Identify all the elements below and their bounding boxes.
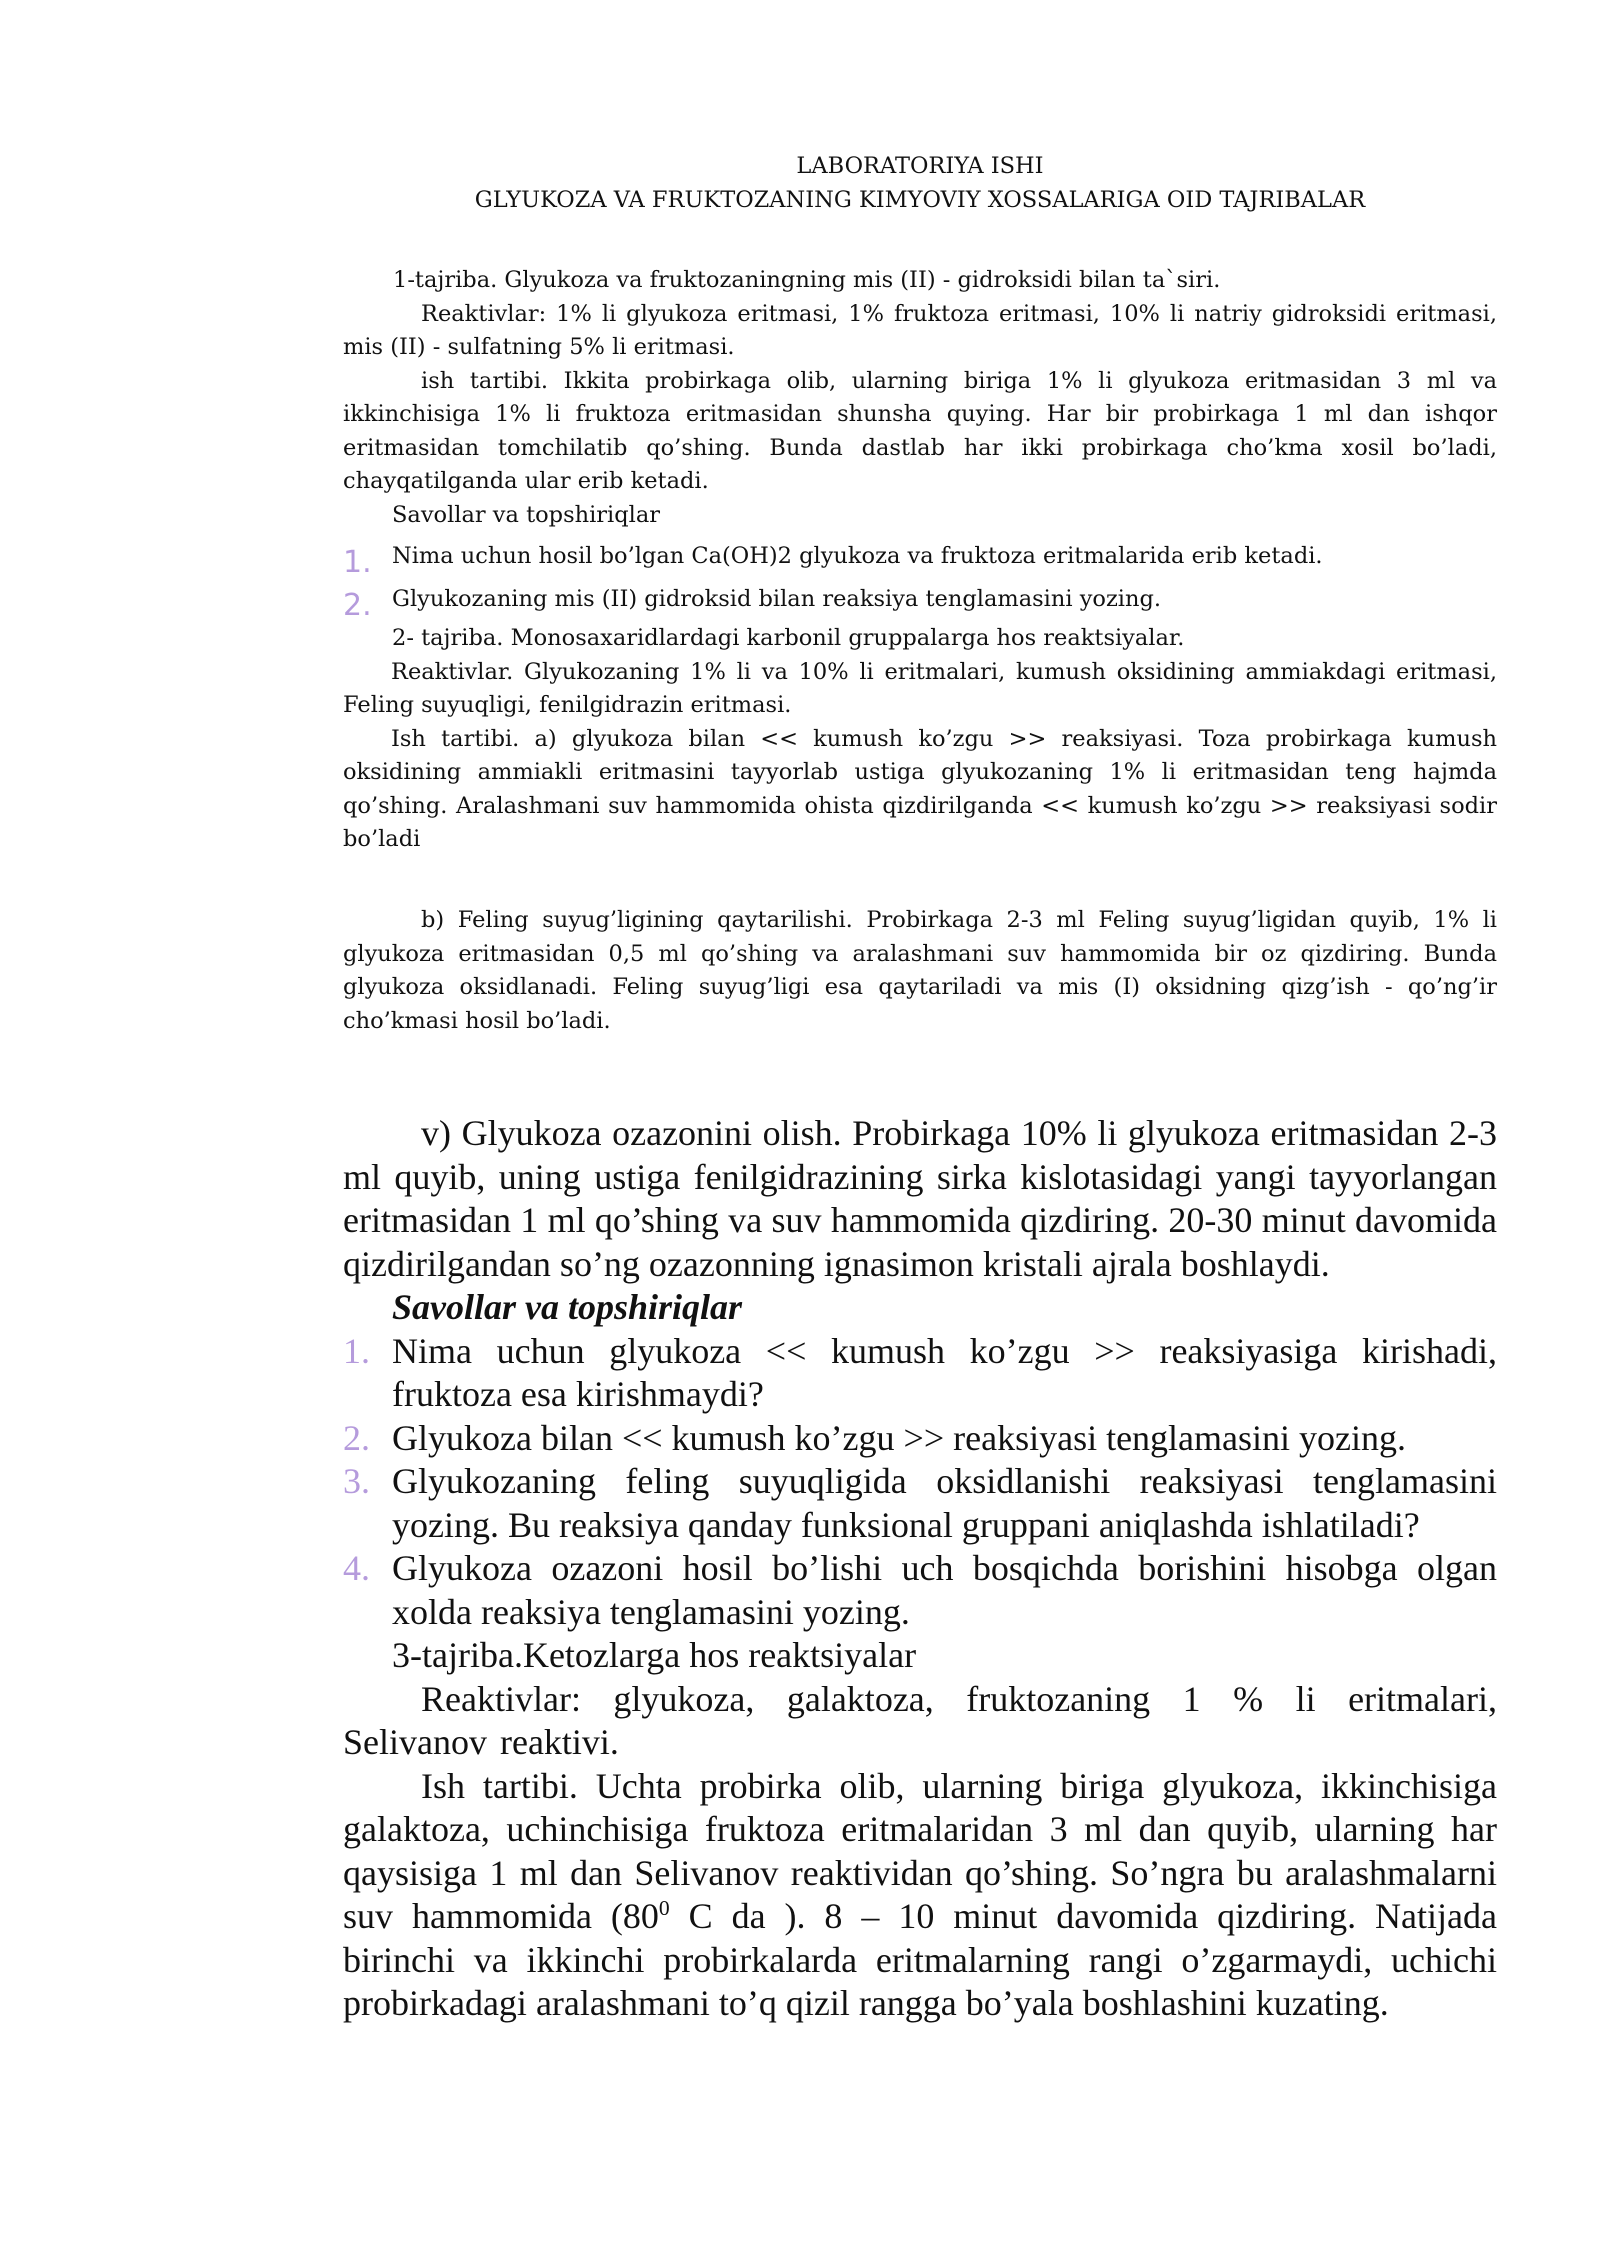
exp3-procedure — [343, 1765, 1497, 2026]
exp1-questions-heading: Savollar va topshiriqlar — [392, 501, 661, 528]
exp3-heading: 3-tajriba.Ketozlarga hos reaktsiyalar — [392, 1635, 917, 1675]
list-number: 1. — [343, 545, 372, 580]
question-text: Nima uchun hosil bo’lgan Ca(OH)2 glyukoza va fruktoza eritmalarida erib ketadi. — [392, 543, 1323, 569]
exp3-procedure-part1: Ish tartibi. Uchta probirka olib, ularning biriga glyukoza, ikkinchisiga galaktoza, uchinchisiga fruktoza eritmalaridan 3 ml dan quyib, ularning har qaysisiga 1 ml dan Selivanov reaktividan qo’shing. So’ngra bu aralashmalarni suv hammomida (80 — [343, 1765, 1497, 1936]
list-number: 4. — [343, 1548, 370, 1588]
list-item — [343, 1330, 1497, 1417]
exp2-heading: 2- tajriba. Monosaxaridlardagi karbonil gruppalarga hos reaktsiyalar. — [392, 625, 1185, 651]
list-item — [343, 1417, 1497, 1461]
list-item — [343, 540, 1497, 580]
experiment-1-section — [343, 264, 1497, 625]
question-text: Glyukoza ozazoni hosil bo’lishi uch bosqichda borishini hisobga olgan xolda reaksiya tenglamasini yozing. — [392, 1548, 1497, 1632]
question-text: Glyukozaning feling suyuqligida oksidlanishi reaksiyasi tenglamasini yozing. Bu reaksiya qanday funksional gruppani aniqlashda ishlatiladi? — [392, 1461, 1497, 1545]
list-number: 3. — [343, 1461, 370, 1501]
list-number: 2. — [343, 1417, 370, 1458]
experiment-2-part-v — [343, 1112, 1497, 2026]
title-line-1: LABORATORIYA ISHI — [796, 153, 1044, 179]
exp1-heading: 1-tajriba. Glyukoza va fruktozaningning mis (II) - gidroksidi bilan ta`siri. — [393, 267, 1221, 293]
exp2-questions-heading: Savollar va topshiriqlar — [392, 1287, 743, 1327]
experiment-2-section — [343, 622, 1497, 857]
question-text: Glyukozaning mis (II) gidroksid bilan reaksiya tenglamasini yozing. — [392, 585, 1162, 612]
list-item — [343, 1460, 1497, 1547]
exp2-questions-list — [343, 1330, 1497, 1635]
list-number: 2. — [343, 587, 372, 623]
exp2-reagents: Reaktivlar. Glyukozaning 1% li va 10% li eritmalari, kumush oksidining ammiakdagi eritmasi, Feling suyuqligi, fenilgidrazin eritmasi. — [343, 658, 1497, 718]
exp1-procedure: ish tartibi. Ikkita probirkaga olib, ularning biriga 1% li glyukoza eritmasidan 3 ml va ikkinchisiga 1% li fruktoza eritmasidan shunsha quying. Har bir probirkaga 1 ml dan ishqor eritmasidan tomchilatib qo’shing. Bunda dastlab har ikki probirkaga cho’kma xosil bo’ladi, chayqatilganda ular erib ketadi. — [343, 367, 1497, 494]
list-item — [343, 1547, 1497, 1634]
exp3-reagents: Reaktivlar: glyukoza, galaktoza, fruktozaning 1 % li eritmalari, Selivanov reaktivi. — [343, 1678, 1497, 1762]
title-line-2: GLYUKOZA VA FRUKTOZANING KIMYOVIY XOSSALARIGA OID TAJRIBALAR — [474, 186, 1366, 213]
exp2-procedure-v: v) Glyukoza ozazonini olish. Probirkaga 10% li glyukoza eritmasidan 2-3 ml quyib, uning ustiga fenilgidrazining sirka kislotasidagi yangi tayyorlangan eritmasidan 1 ml qo’shing va suv hammomida qizdiring. 20-30 minut davomida qizdirilgandan so’ng ozazonning ignasimon kristali ajrala boshlaydi. — [343, 1113, 1497, 1284]
list-number: 1. — [343, 1330, 370, 1371]
list-item — [343, 583, 1497, 623]
question-text: Glyukoza bilan << kumush ko’zgu >> reaksiyasi tenglamasini yozing. — [392, 1417, 1407, 1458]
exp2-procedure-a: Ish tartibi. a) glyukoza bilan << kumush ko’zgu >> reaksiyasi. Toza probirkaga kumush oksidining ammiakli eritmasini tayyorlab ustiga glyukozaning 1% li eritmasidan teng hajmda qo’shing. Aralashmani suv hammomida ohista qizdirilganda << kumush ko’zgu >> reaksiyasi sodir bo’ladi — [343, 725, 1497, 852]
document-title — [343, 150, 1497, 217]
degree-superscript: 0 — [658, 1896, 670, 1920]
experiment-2-part-b — [343, 904, 1497, 1038]
exp1-questions-list — [343, 540, 1497, 623]
question-text: Nima uchun glyukoza << kumush ko’zgu >> reaksiyasiga kirishadi, fruktoza esa kirishmaydi? — [392, 1330, 1497, 1414]
exp3-procedure-part2: C da ). 8 – 10 minut davomida qizdiring. Natijada birinchi va ikkinchi probirkalarda eritmalarning rangi o’zgarmaydi, uchichi probirkadagi aralashmani to’q qizil rangga bo’yala boshlashini kuzating. — [343, 1896, 1497, 2023]
exp2-procedure-b: b) Feling suyug’ligining qaytarilishi. Probirkaga 2-3 ml Feling suyug’ligidan quyib, 1% li glyukoza eritmasidan 0,5 ml qo’shing va aralashmani suv hammomida bir oz qizdiring. Bunda glyukoza oksidlanadi. Feling suyug’ligi esa qaytariladi va mis (I) oksidning qizg’ish - qo’ng’ir cho’kmasi hosil bo’ladi. — [343, 907, 1497, 1034]
exp1-reagents: Reaktivlar: 1% li glyukoza eritmasi, 1% fruktoza eritmasi, 10% li natriy gidroksidi eritmasi, mis (II) - sulfatning 5% li eritmasi. — [343, 300, 1497, 360]
